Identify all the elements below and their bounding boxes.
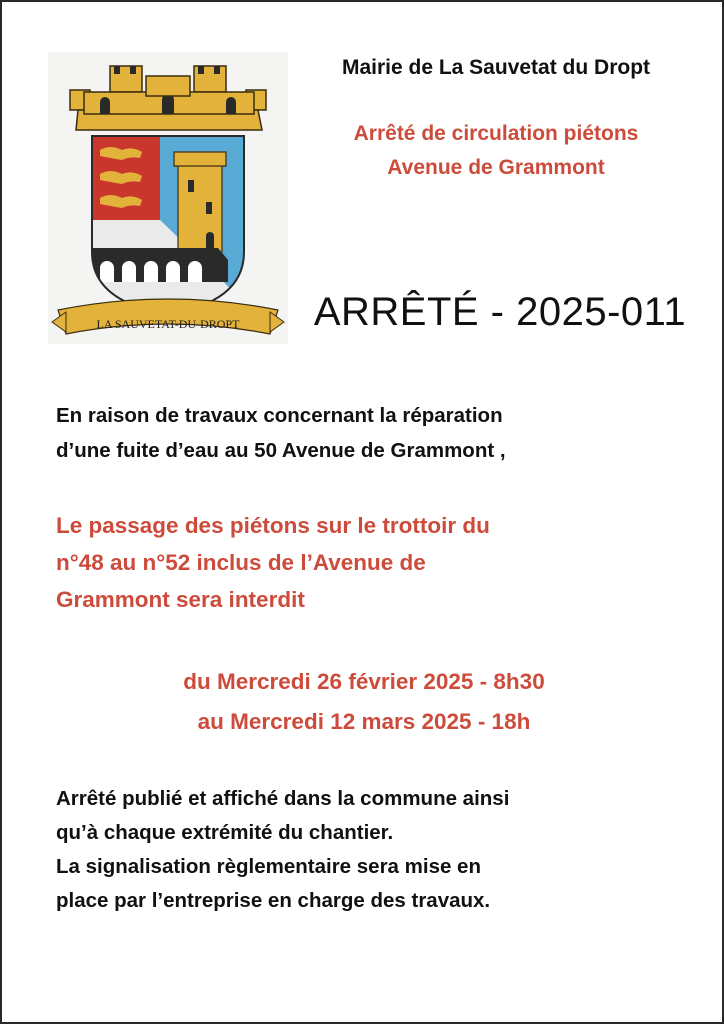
mairie-title: Mairie de La Sauvetat du Dropt <box>341 56 651 79</box>
ban-line: Grammont sera interdit <box>56 587 305 612</box>
footer-line: qu’à chaque extrémité du chantier. <box>56 821 394 844</box>
arrete-number: ARRÊTÉ - 2025-011 <box>313 290 687 334</box>
subject-line: Avenue de Grammont <box>387 156 605 179</box>
footer-line: La signalisation règlementaire sera mise en <box>56 855 481 878</box>
date-line: du Mercredi 26 février 2025 - 8h30 <box>183 669 545 694</box>
motto-text: LA SAUVETAT-DU-DROPT <box>96 317 240 331</box>
footer-line: place par l’entreprise en charge des travaux. <box>56 889 491 912</box>
pedestrian-ban-paragraph <box>56 507 696 618</box>
subject-line: Arrêté de circulation piétons <box>353 122 639 145</box>
date-range <box>42 662 686 742</box>
footer-line: Arrêté publié et affiché dans la commune ainsi <box>56 787 510 810</box>
arrete-subject <box>290 117 702 185</box>
coat-of-arms-icon <box>48 52 288 344</box>
publication-notice <box>56 782 696 918</box>
reason-line: d’une fuite d’eau au 50 Avenue de Grammont , <box>56 439 506 462</box>
ban-line: n°48 au n°52 inclus de l’Avenue de <box>56 550 426 575</box>
date-line: au Mercredi 12 mars 2025 - 18h <box>197 709 531 734</box>
reason-paragraph <box>56 398 696 468</box>
reason-line: En raison de travaux concernant la réparation <box>56 404 503 427</box>
ban-line: Le passage des piétons sur le trottoir du <box>56 513 490 538</box>
